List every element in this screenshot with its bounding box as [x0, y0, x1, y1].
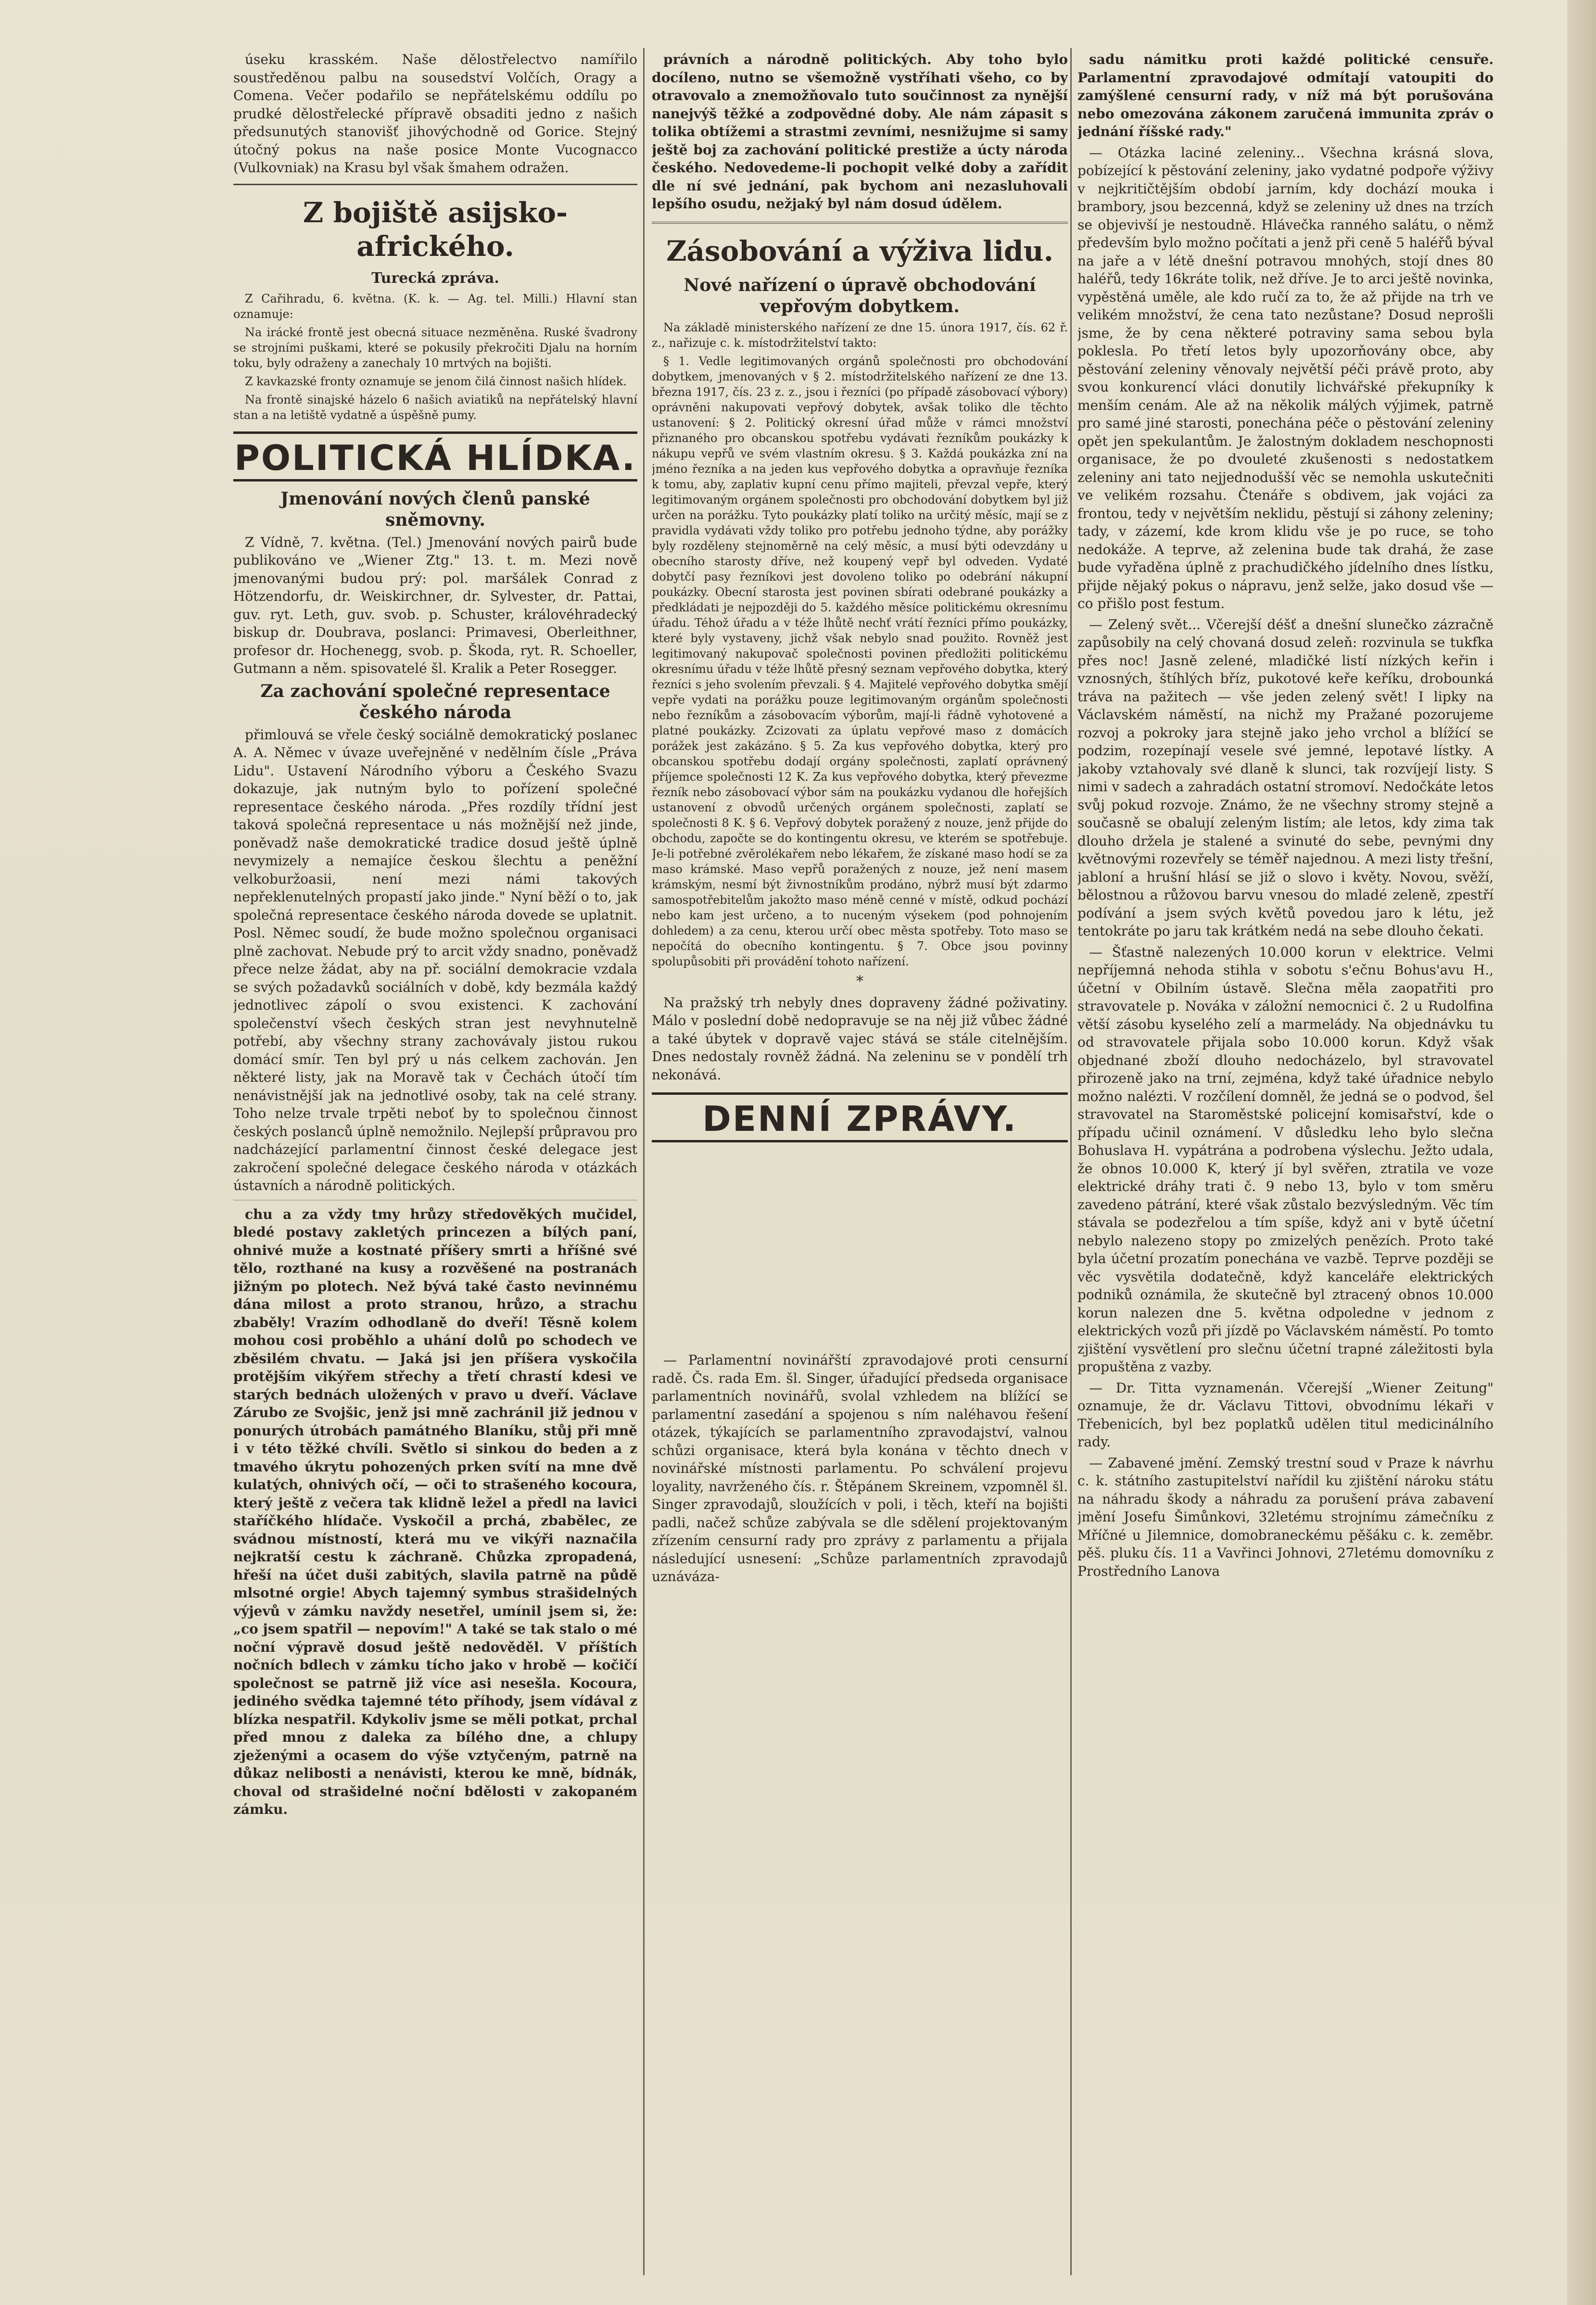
- column-3: [1077, 51, 1494, 2273]
- seized-property-article: — Zabavené jmění. Zemský trestní soud v Praze k návrhu c. k. státního zastupitelství nařídil ku zjištění nároku státu na náhradu škody a náhradu za porušení práva zabavení jmění Josefu Šimůnkovi, 32letému strojnímu zámečníku z Mříčné u Jilemnice, domobraneckému pěšáku c. k. zeměbr. pěš. pluku čís. 11 a Vavřinci Johnovi, 27letému domovníku z Prostředního Lanova: [1077, 1455, 1494, 1579]
- supply-intro: Na základě ministerského nařízení ze dne 15. února 1917, čís. 62 ř. z., nařizuje c. k. místodržitelství takto:: [652, 320, 1068, 350]
- politicka-hlidka-banner: POLITICKÁ HLÍDKA.: [233, 431, 637, 481]
- column-1: [233, 51, 637, 2273]
- page-fold: [233, 1200, 637, 1201]
- denni-zpravy-banner: DENNÍ ZPRÁVY.: [652, 1092, 1068, 1142]
- supply-subtitle: Nové nařízení o úpravě obchodování vepřovým dobytkem.: [684, 275, 1036, 317]
- separator-star: *: [856, 973, 863, 990]
- turkish-report-title: Turecká zpráva.: [371, 269, 499, 287]
- appointment-headline: Jmenování nových členů panské sněmovny.: [280, 488, 590, 530]
- representation-headline: Za zachování společné representace českého národa: [260, 681, 610, 722]
- turkish-paragraph: Z kavkazské fronty oznamuje se jenom čilá činnost našich hlídek.: [245, 374, 627, 388]
- appointment-text: Z Vídně, 7. května. (Tel.) Jmenování nových pairů bude publikováno ve „Wiener Ztg." 13. t. m. Mezi nově jmenovanými budou prý: pol. maršálek Conrad z Hötzendorfu, dr. Weiskirchner, dr. Sylvester, dr. Pattai, guv. ryt. Leth, guv. svob. p. Schuster, královéhradecký biskup dr. Doubrava, poslanci: Primavesi, Oberleithner, profesor dr. Hochenegg, svob. p. Škoda, ryt. R. Schoeller, Gutmann a něm. spisovatelé šl. Kralik a Peter Rosegger.: [233, 534, 637, 676]
- page-edge: [1567, 0, 1596, 2305]
- turkish-paragraph: Na irácké frontě jest obecná situace nezměněna. Ruské švadrony se strojními puškami, které se pokusily překročiti Djalu na horním toku, byly odraženy a zanechaly 10 mrtvých na bojišti.: [233, 325, 637, 370]
- divider: [233, 184, 637, 185]
- parliament-report: — Parlamentní novinářští zpravodajové proti censurní radě. Čs. rada Em. šl. Singer, úřadující předseda organisace parlamentních novinářů, svolal vzhledem na blížící se parlamentní zasedání a spojenou s ním naléhavou řešení otázek, týkajících se parlamentního zpravodajství, valnou schůzi organisace, která byla konána v těchto dnech v novinářské místnosti parlamentu. Po schválení projevu loyality, navrženého čís. r. Štěpánem Skreinem, vzpomněl šl. Singer zpravodajů, sloužících v poli, i těch, kteří na bojišti padli, načež schůze zabývala se dle sdělení projektovaným zřízením censurní rady pro zprávy z parlamentu a přijala následující usnesení: „Schůze parlamentních zpravodajů uznáváza-: [652, 1352, 1068, 1584]
- titta-article: — Dr. Titta vyznamenán. Včerejší „Wiener Zeitung" oznamuje, že dr. Václavu Tittovi, obvodnímu lékaři v Třebenicích, byl bez poplatků udělen titul medicinálního rady.: [1077, 1380, 1494, 1450]
- column-rule: [1070, 48, 1072, 2275]
- divider: [652, 222, 1068, 224]
- turkish-paragraph: Na frontě sinajské házelo 6 našich aviatiků na nepřátelský hlavní stan a na letiště vydatně a úspěšně pumy.: [233, 393, 637, 422]
- market-report: Na pražský trh nebyly dnes dopraveny žádné poživatiny. Málo v poslední době nedopravuje se na něj již vůbec žádné a také úbytek v dopravě vajec stává se stále citelnějším. Dnes nedostaly rovněž žádná. Na zeleninu se v pondělí trh nekonává.: [652, 994, 1068, 1083]
- column-rule: [643, 48, 645, 2275]
- column-2: [652, 51, 1068, 2273]
- found-money-article: — Šťastně nalezených 10.000 korun v elektrice. Velmi nepříjemná nehoda stihla v sobotu s'ečnu Bohus'avu H., účetní v Obilním ústavě. Slečna měla zaopatřiti pro stravovatele p. Nováka v záložní nemocnici č. 2 u Rudolfina větší zásobu kyselého zelí a marmelády. Na objednávku tu od stravovatele přijala sobo 10.000 korun. Když však objednané zboží dlouho nedocházelo, byl stravovatel přirozeně jako na trní, zejména, když také úřadnice nebylo možno nalézti. V rozčílení domněl, že jedná se o podvod, šel stravovatel na Staroměstské policejní komisařství, kde o případu učinil oznámení. V důsledku leho bylo slečna Bohuslava H. vypátrána a podrobena výslechu. Ježto udala, že obnos 10.000 K, který jí byl svěřen, ztratila ve voze elektrické dráhy trati č. 9 nebo 13, bylo v tom směru zavedeno pátrání, které však zůstalo bezvýsledným. Věc tím stávala se podezřelou a tím spíše, když ani v bytě účetní nebylo nalezeno stopy po zmizelých penězích. Proto také byla účetní prozatím ponechána ve vazbě. Teprve později se věc vysvětila dodatečně, když kanceláře elektrických podniků oznámila, že skutečně byl ztracený obnos 10.000 korun nalezen dne 5. května odpoledne v jednom z elektrických vozů při jízdě po Václavském náměstí. Po tomto zjištění vysvětlení pro slečnu účetní trapné záležitosti byla propuštěna z vazby.: [1077, 944, 1494, 1375]
- turkish-dateline: Z Cařihradu, 6. května. (K. k. — Ag. tel. Milli.) Hlavní stan oznamuje:: [233, 291, 637, 321]
- green-world-article: — Zelený svět... Včerejší déšť a dnešní slunečko zázračně zapůsobily na celý chovaná dosud zeleň: rozvinula se tukfka přes noc! Jasně zelené, mladičké listí nízkých keřin i vznosných, štíhlých bříz, pukotové keře keříku, drobounká tráva na pažitech — vše jeden zelený svět! I lipky na Václavském náměstí, na nichž my Pražané pozorujeme rozvoj a pokroky jara stejně jako jeho vrchol a blížící se podzim, rozepínají vesele své jemné, lepotavé lístky. A jakoby vztahovaly své dlaně k slunci, tak rozvíjejí listy. S nimi v sadech a zahradách ostatní stromoví. Nedočkáte letos svůj pokud rozvoje. Známo, že ne všechny stromy stejně a současně se obalují zeleným listím; ale letos, kdy zima tak dlouho držela je stalené a svinuté do sebe, pevnými dny květnovými rozevřely se téměř najednou. A mezi listy třešní, jabloní a hrušní hlásí se již o slovo i květy. Novou, svěží, bělostnou a růžovou barvu vnesou do mladé zeleně, zpestří podívání a jsem svých květů povedou jaro k létu, jež tentokráte po jaru tak krátkém nedá na sebe dlouho čekati.: [1077, 616, 1494, 939]
- representation-continued: právních a národně politických. Aby toho bylo docíleno, nutno se všemožně vystříhati všeho, co by otravovalo a znemožňovalo tuto součinnost za nynější nanejvýš těžké a zodpovědné doby. Ale nám zápasit s tolika obtížemi a strastmi zevními, nesnižujme si samy ještě boj za zachování politické prestiže a úcty národa českého. Nedovedeme-li pochopit velké doby a zařídit dle ní své jednání, pak bychom ani nezasluhovali lepšího osudu, nežjaký byl nám dosud údělem.: [652, 51, 1068, 212]
- supply-sections: § 1. Vedle legitimovaných orgánů společnosti pro obchodování dobytkem, jmenovaných v § 2. místodržitelského nařízení ze dne 13. března 1917, čís. 23 z. z., jsou i řezníci (po případě zásobovací výbory) oprávněni nakupovati vepřový dobytek, avšak toliko dle těchto ustanovení: § 2. Politický okresní úřad může v rámci množství přiznaného pro obcanskou spotřebu vydávati řezníkům poukázky k nákupu vepřů ve svém vlastním okresu. § 3. Každá poukázka zní na jméno řezníka a na jeden kus vepřového dobytka a opravňuje řezníka k tomu, aby, zaplativ kupní cenu přímo majiteli, převzal vepře, který legitimovaným orgánem společnosti pro obchodování dobytkem byl již určen na porážku. Tyto poukázky platí toliko na určitý měsíc, mají se z pravidla vydávati vždy toliko pro potřebu jednoho týdne, aby porážky byly rozděleny stejnoměrně na celý měsíc, a musí býti odevzdány u obecního starosty dříve, než koupený vepř byl odveden. Vydaté dobytčí pasy řezníkovi jest dovoleno toliko po odebrání nákupní poukázky. Obecní starosta jest povinen sbírati odebrané poukázky a předkládati je nejpozději do 5. každého měsíce politickému okresnímu úřadu. Téhož úřadu a v téže lhůtě nechť vrátí řezníci přímo poukázky, které byly vystaveny, jichž však nebylo snad použito. Rovněž jest legitimovaný nakupovač společnosti povinen předložiti politickému okresnímu úřadu v téže lhůtě přesný seznam vepřového dobytka, který řezníci s jeho svolením převzali. § 4. Majitelé vepřového dobytka smějí vepře vydati na porážku pouze legitimovaným orgánům společnosti nebo řezníkům a zásobovacím výborům, mají-li řádně vyhotovené a platné poukázky. Zcizovati za úplatu vepřové maso z domácích porážek jest zakázáno. § 5. Za kus vepřového dobytka, který pro obcanskou spotřebu dodají orgány společnosti, zaplatí oprávnený příjemce společnosti 12 K. Za kus vepřového dobytka, který převezme řezník nebo zásobovací výbor sám na poukázku vydanou dle hořejších ustanovení z obvodů určených orgánem společnosti, zaplatí se společnosti 8 K. § 6. Vepřový dobytek poražený z nouze, jenž přijde do obchodu, započte se do kontingentu okresu, ve kterém se spotřebuje. Je-li potřebné zvěrolékařem nebo lékařem, že získané maso hodí se za maso krámské. Maso vepřů poražených z nouze, jež není masem krámským, nesmí být živnostníkům prodáno, nýbrž musí být zdarmo samospotřebitelům jakožto maso méně cenné v místě, odkud pochází nebo kam jest určeno, a to nuceným výsekem (pod pohnojením dohledem) a za cenu, kterou určí obec města spotřeby. Toto maso se nepočítá do obecního kontingentu. § 7. Obce jsou povinny spolupůsobiti při provádění tohoto nařízení.: [652, 354, 1068, 968]
- representation-text: přimlouvá se vřele český sociálně demokratický poslanec A. A. Němec v úvaze uveřejněné v nedělním čísle „Práva Lidu". Ustavení Národního výboru a Českého Svazu dokazuje, jak nutným bylo to pořízení společné representace českého národa. „Přes rozdíly třídní jest taková společná representace u nás možnější než jinde, poněvadž naše demokratické tradice dosud ještě úplně nevymizely a nemajíce českou šlechtu a peněžní velkoburžoasii, není mezi námi takových nepřeklenutelných propastí jako jinde." Nyní běží o to, jak společná representace českého národa dovede se uplatnit. Posl. Němec soudí, že bude možno společnou organisaci plně zachovat. Nebude prý to arcit vždy snadno, poněvadž přece nelze žádat, aby na př. sociální demokracie vzdala se svých požadavků sociálních v době, kdy bezmála každý jednotlivec zápolí o svou existenci. K zachování společenství všech českých stran jest nevyhnutelně potřebí, aby všechny strany zachovávaly jistou rukou domácí smír. Ten byl prý u nás celkem zachován. Jen některé listy, jak na Moravě tak v Čechách útočí tím nenávistnější jak na jednotlivé osoby, tak na celé strany. Toho nelze trvale trpěti neboť by to společnou činnost českých poslanců úplně nemožnilo. Nejlepší průpravou pro nadcházející parlamentní činnost české delegace jest zakročení společné delegace českého národa v otázkách ústavních a národně politických.: [233, 726, 637, 1193]
- section-heading-asia: Z bojiště asijsko-afrického.: [303, 196, 568, 263]
- supply-section-title: Zásobování a výživa lidu.: [666, 234, 1053, 267]
- feuilleton-text: chu a za vždy tmy hrůzy středověkých mučidel, bledé postavy zakletých princezen a bílých paní, ohnivé muže a kostnaté příšery smrti a hříšné své tělo, rozthané na kusy a rozvěšené na postranách jižným po plotech. Než bývá také často nevinnému dána milost a proto stranou, hrůzo, a strachu zbaběly! Vrazím odhodlaně do dveří! Těsně kolem mohou cosi proběhlo a uhání dolů po schodech ve zběsilém chvatu. — Jaká jsi jen příšera vyskočila protějším vikýřem střechy a třetí chrastí kdesi ve starých bednách uložených v pravo u dveří. Václave Zárubo ze Svojšic, jenž jsi mně zachránil již jednou v ponurých útrobách památného Blaníku, stůj při mně i v této těžké chvíli. Světlo si sinkou do beden a z tmavého úkrytu pohozených prken svítí na mne dvě kulatých, ohnivých očí, — oči to strašeného kocoura, který ještě z večera tak klidně ležel a předl na lavici staříčkého hlídače. Vyskočil a prchá, zbabělec, ze svádnou místností, která mu ve vikýři naznačila nejkratší cestu k záchraně. Chůzka zpropadená, hřeší na účet duši zabitých, slavila patrně na půdě mlsotné orgie! Abych tajemný symbus strašidelných výjevů v zámku navždy nesetřel, umínil jsem si, že: „co jsem spatřil — nepovím!" A také se tak stalo o mé noční výpravě dosud ještě nedověděl. V příštích nočních bdlech v zámku tícho jako v hrobě — kočičí společnost se patrně již více asi nesešla. Kocoura, jediného svědka tajemné této příhody, jsem vídával z blízka nespatřil. Kdykoliv jsme se měli potkat, prchal před mnou z daleka za bílého dne, a chlupy zježenými a ocasem do výše vztyčeným, patrně na důkaz nelibosti a nenávisti, kterou ke mně, bídnák, choval od strašidelné noční bdělosti v zakopaném zámku.: [233, 1206, 637, 1817]
- parliament-continued: sadu námitku proti každé politické censuře. Parlamentní zpravodajové odmítají vatoupiti do zamýšlené censurní rady, v níž má být porušována nebo omezována zákonem zaručená immunita zpráv o jednání říšské rady.": [1077, 51, 1494, 139]
- blank-space: [652, 1149, 1068, 1351]
- vegetable-article: — Otázka laciné zeleniny... Všechna krásná slova, pobízející k pěstování zeleniny, jako vydatné podpoře výživy v nejkritičtějším období jarním, kdy dochází mouka i brambory, jsou bezcenná, když se zeleniny už dnes na trzích se objevivší je nestoudně. Hlávečka ranného salátu, o němž především bylo možno počítati a jenž při ceně 5 haléřů býval na jaře a v létě dnešní potravou mnohých, stojí dnes 80 haléřů, tedy 16kráte tolik, než dříve. Je to arci ještě novinka, vypěstěná uměle, ale kdo ručí za to, že až přijde na trh ve velikém množství, že cena tato nezůstane? Dosud neprošli jsme, že by cena některé potraviny sama sebou byla poklesla. Po třetí letos byly upozorňovány obce, aby pěstování zeleniny věnovaly největší péči právě proto, aby svou konkurencí vláci donutily lichvářské překupníky k menším cenám. Ale až na několik málých výjimek, patrně pro samé jiné starosti, ponechána péče o pěstování zeleniny opět jen spekulantům. Je žalostným dokladem neschopnosti organisace, že po dvouleté zkušenosti s nedostatkem zeleniny ani tato nejjednodušší věc se nemohla uskutečniti ve velikém rozsahu. Čtenáře s obdivem, jak vojáci za frontou, tedy v největším neklidu, pěstují si záhony zeleniny; tady, v zázemí, kde krom klidu vše je po ruce, se toho nedokáže. A teprve, až zelenina bude tak drahá, že zase bude vyřaděna úplně z prachudičkého jídelního dnes lístku, přijde nějaký pokus o nápravu, jenž selže, jako dosud vše — co přišlo post festum.: [1077, 144, 1494, 611]
- war-report-text: úseku krasském. Naše dělostřelectvo namířilo soustředěnou palbu na sousedství Volčích, Oragy a Comena. Večer podařilo se nepřátelskému oddílu po prudké dělostřelecké přípravě obsaditi jedno z našich předsunutých stanovišť jihovýchodně od Gorice. Stejný útočný pokus na naše posice Monte Vucognacco (Vulkovniak) na Krasu byl však šmahem odražen.: [233, 51, 637, 176]
